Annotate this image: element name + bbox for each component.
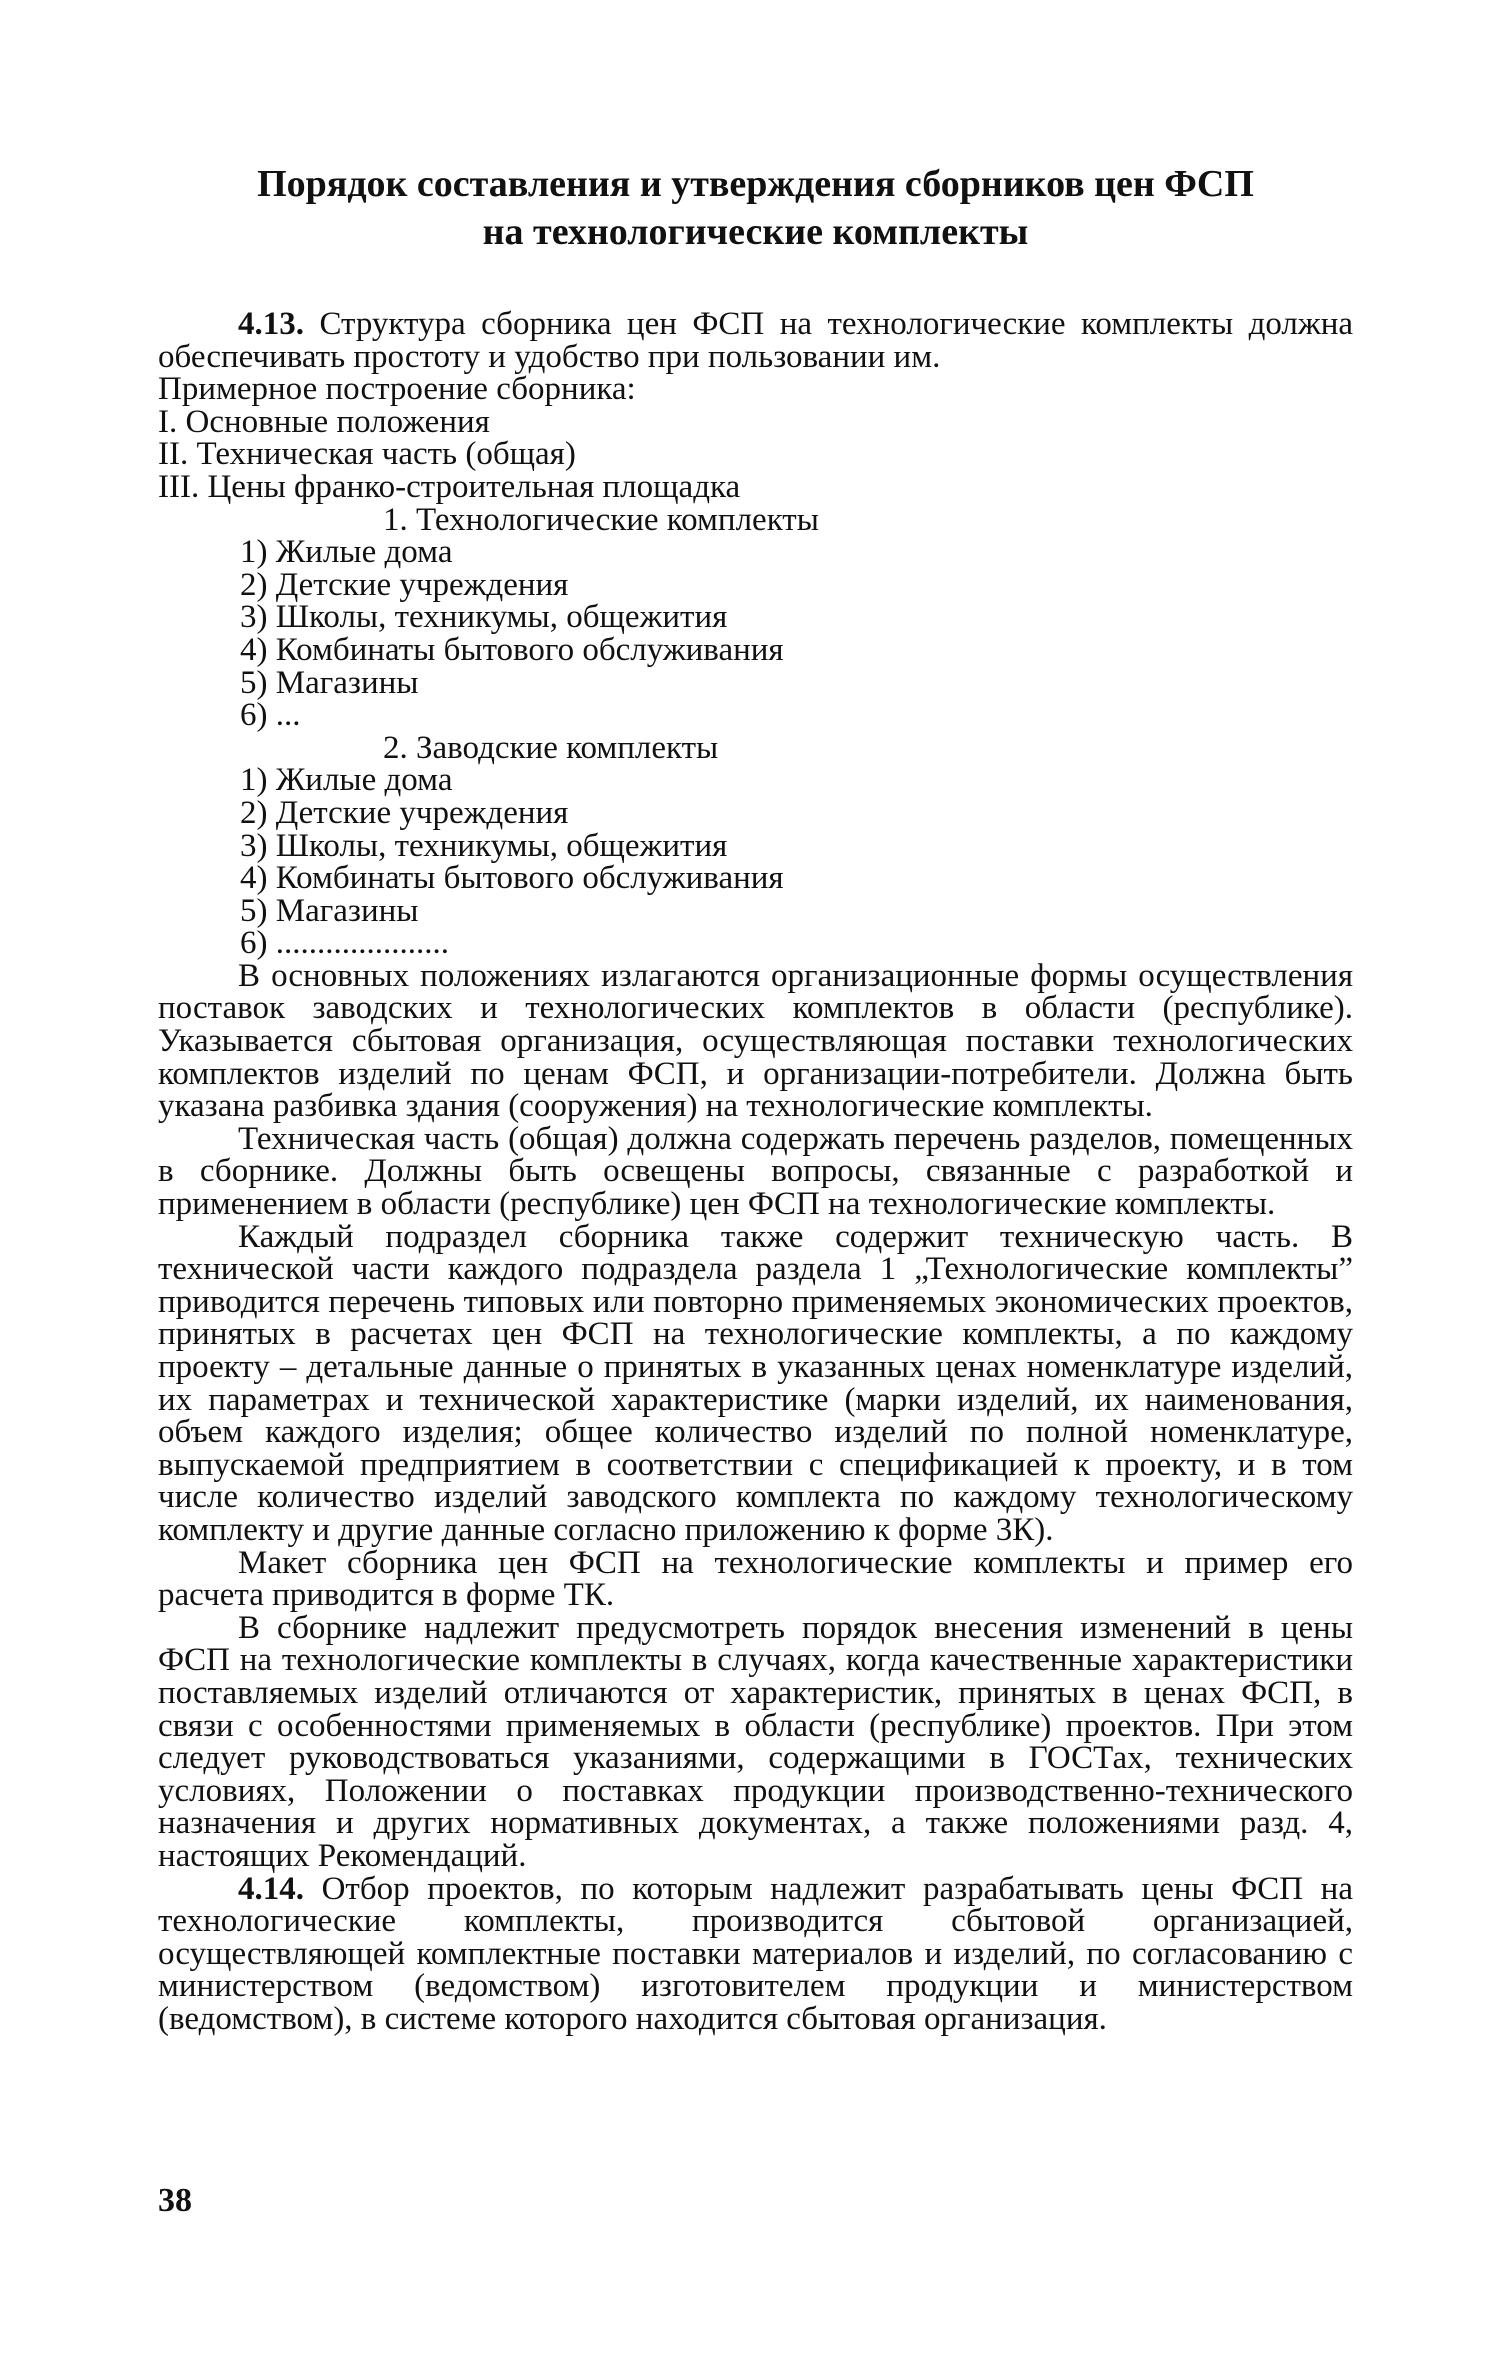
document-page [158,160,1353,2035]
list-item: 5) Магазины [240,664,419,701]
part-item: III. Цены франко-строительная площадка [158,468,741,505]
list-item: 2) Детские учреждения [240,566,569,603]
list-item: 6) ..................... [240,925,449,962]
section-number: 4.13. [238,306,304,342]
list-item: 1) Жилые дома [240,762,453,799]
list-item: 4) Комбинаты бытового обслуживания [240,631,784,668]
list-item: 2) Детские учреждения [240,794,569,831]
paragraph: Макет сборника цен ФСП на технологические комплекты и пример его расчета приводится в форме ТК. [158,1544,1353,1614]
paragraph-text: Отбор проектов, по которым надлежит разрабатывать цены ФСП на технологические комплекты, производится сбытовой организацией, осуществляющей комплектные поставки материалов и изделий, по согласованию с министерством (ведомством) изготовителем продукции и министерством (ведомством), в системе которого находится сбытовая организация. [158,1870,1353,2037]
part-item: II. Техническая часть (общая) [158,436,576,473]
paragraph-text: Структура сборника цен ФСП на технологические комплекты должна обеспечивать простоту и удобство при пользовании им. [158,306,1354,375]
title-line-1: Порядок составления и утверждения сборников цен ФСП [257,163,1254,205]
part-item: I. Основные положения [158,403,490,440]
structure-intro-text: Примерное построение сборника: [158,371,636,408]
paragraph: Техническая часть (общая) должна содержать перечень разделов, помещенных в сборнике. Должны быть освещены вопросы, связанные с разработкой и применением в области (республике) цен ФСП на технологические комплекты. [158,1120,1353,1223]
group-heading-factory: 2. Заводские комплекты [383,729,719,766]
page-title [158,160,1353,256]
list-item: 3) Школы, техникумы, общежития [240,827,728,864]
section-number: 4.14. [238,1870,304,1907]
title-line-2: на технологические комплекты [482,211,1029,253]
structure-intro [158,373,1353,406]
list-item: 4) Комбинаты бытового обслуживания [240,860,784,897]
paragraph: В основных положениях излагаются организационные формы осуществления поставок заводских и технологических комплектов в области (республике). Указывается сбытовая организация, осуществляющая поставки технологических комплектов изделий по ценам ФСП, и организации-потребители. Должна быть указана разбивка здания (сооружения) на технологические комплекты. [158,957,1353,1125]
list-item: 5) Магазины [240,892,419,929]
list-item: 3) Школы, техникумы, общежития [240,599,728,636]
paragraph-4-13 [158,308,1353,373]
list-item: 6) ... [240,697,301,734]
list-item: 1) Жилые дома [240,534,453,571]
page-number: 38 [158,2182,192,2219]
paragraph-4-14 [158,1870,1353,2037]
paragraph: Каждый подраздел сборника также содержит техническую часть. В технической части каждого подраздела раздела 1 „Технологические комплекты” приводится перечень типовых или повторно применяемых экономических проектов, принятых в расчетах цен ФСП на технологические комплекты, а по каждому проекту – детальные данные о принятых в указанных ценах номенклатуре изделий, их параметрах и технической характеристике (марки изделий, их наименования, объем каждого изделия; общее количество изделий по полной номенклатуре, выпускаемой предприятием в соответствии с спецификацией к проекту, и в том числе количество изделий заводского комплекта по каждому технологическому комплекту и другие данные согласно приложению к форме 3К). [158,1218,1353,1548]
paragraph: В сборнике надлежит предусмотреть порядок внесения изменений в цены ФСП на технологические комплекты в случаях, когда качественные характеристики поставляемых изделий отличаются от характеристик, принятых в ценах ФСП, в связи с особенностями применяемых в области (республике) проектов. При этом следует руководствоваться указаниями, содержащими в ГОСТах, технических условиях, Положении о поставках продукции производственно-технического назначения и других нормативных документах, а также положениями разд. 4, настоящих Рекомендаций. [158,1609,1353,1874]
group-heading-technological: 1. Технологические комплекты [383,501,819,538]
